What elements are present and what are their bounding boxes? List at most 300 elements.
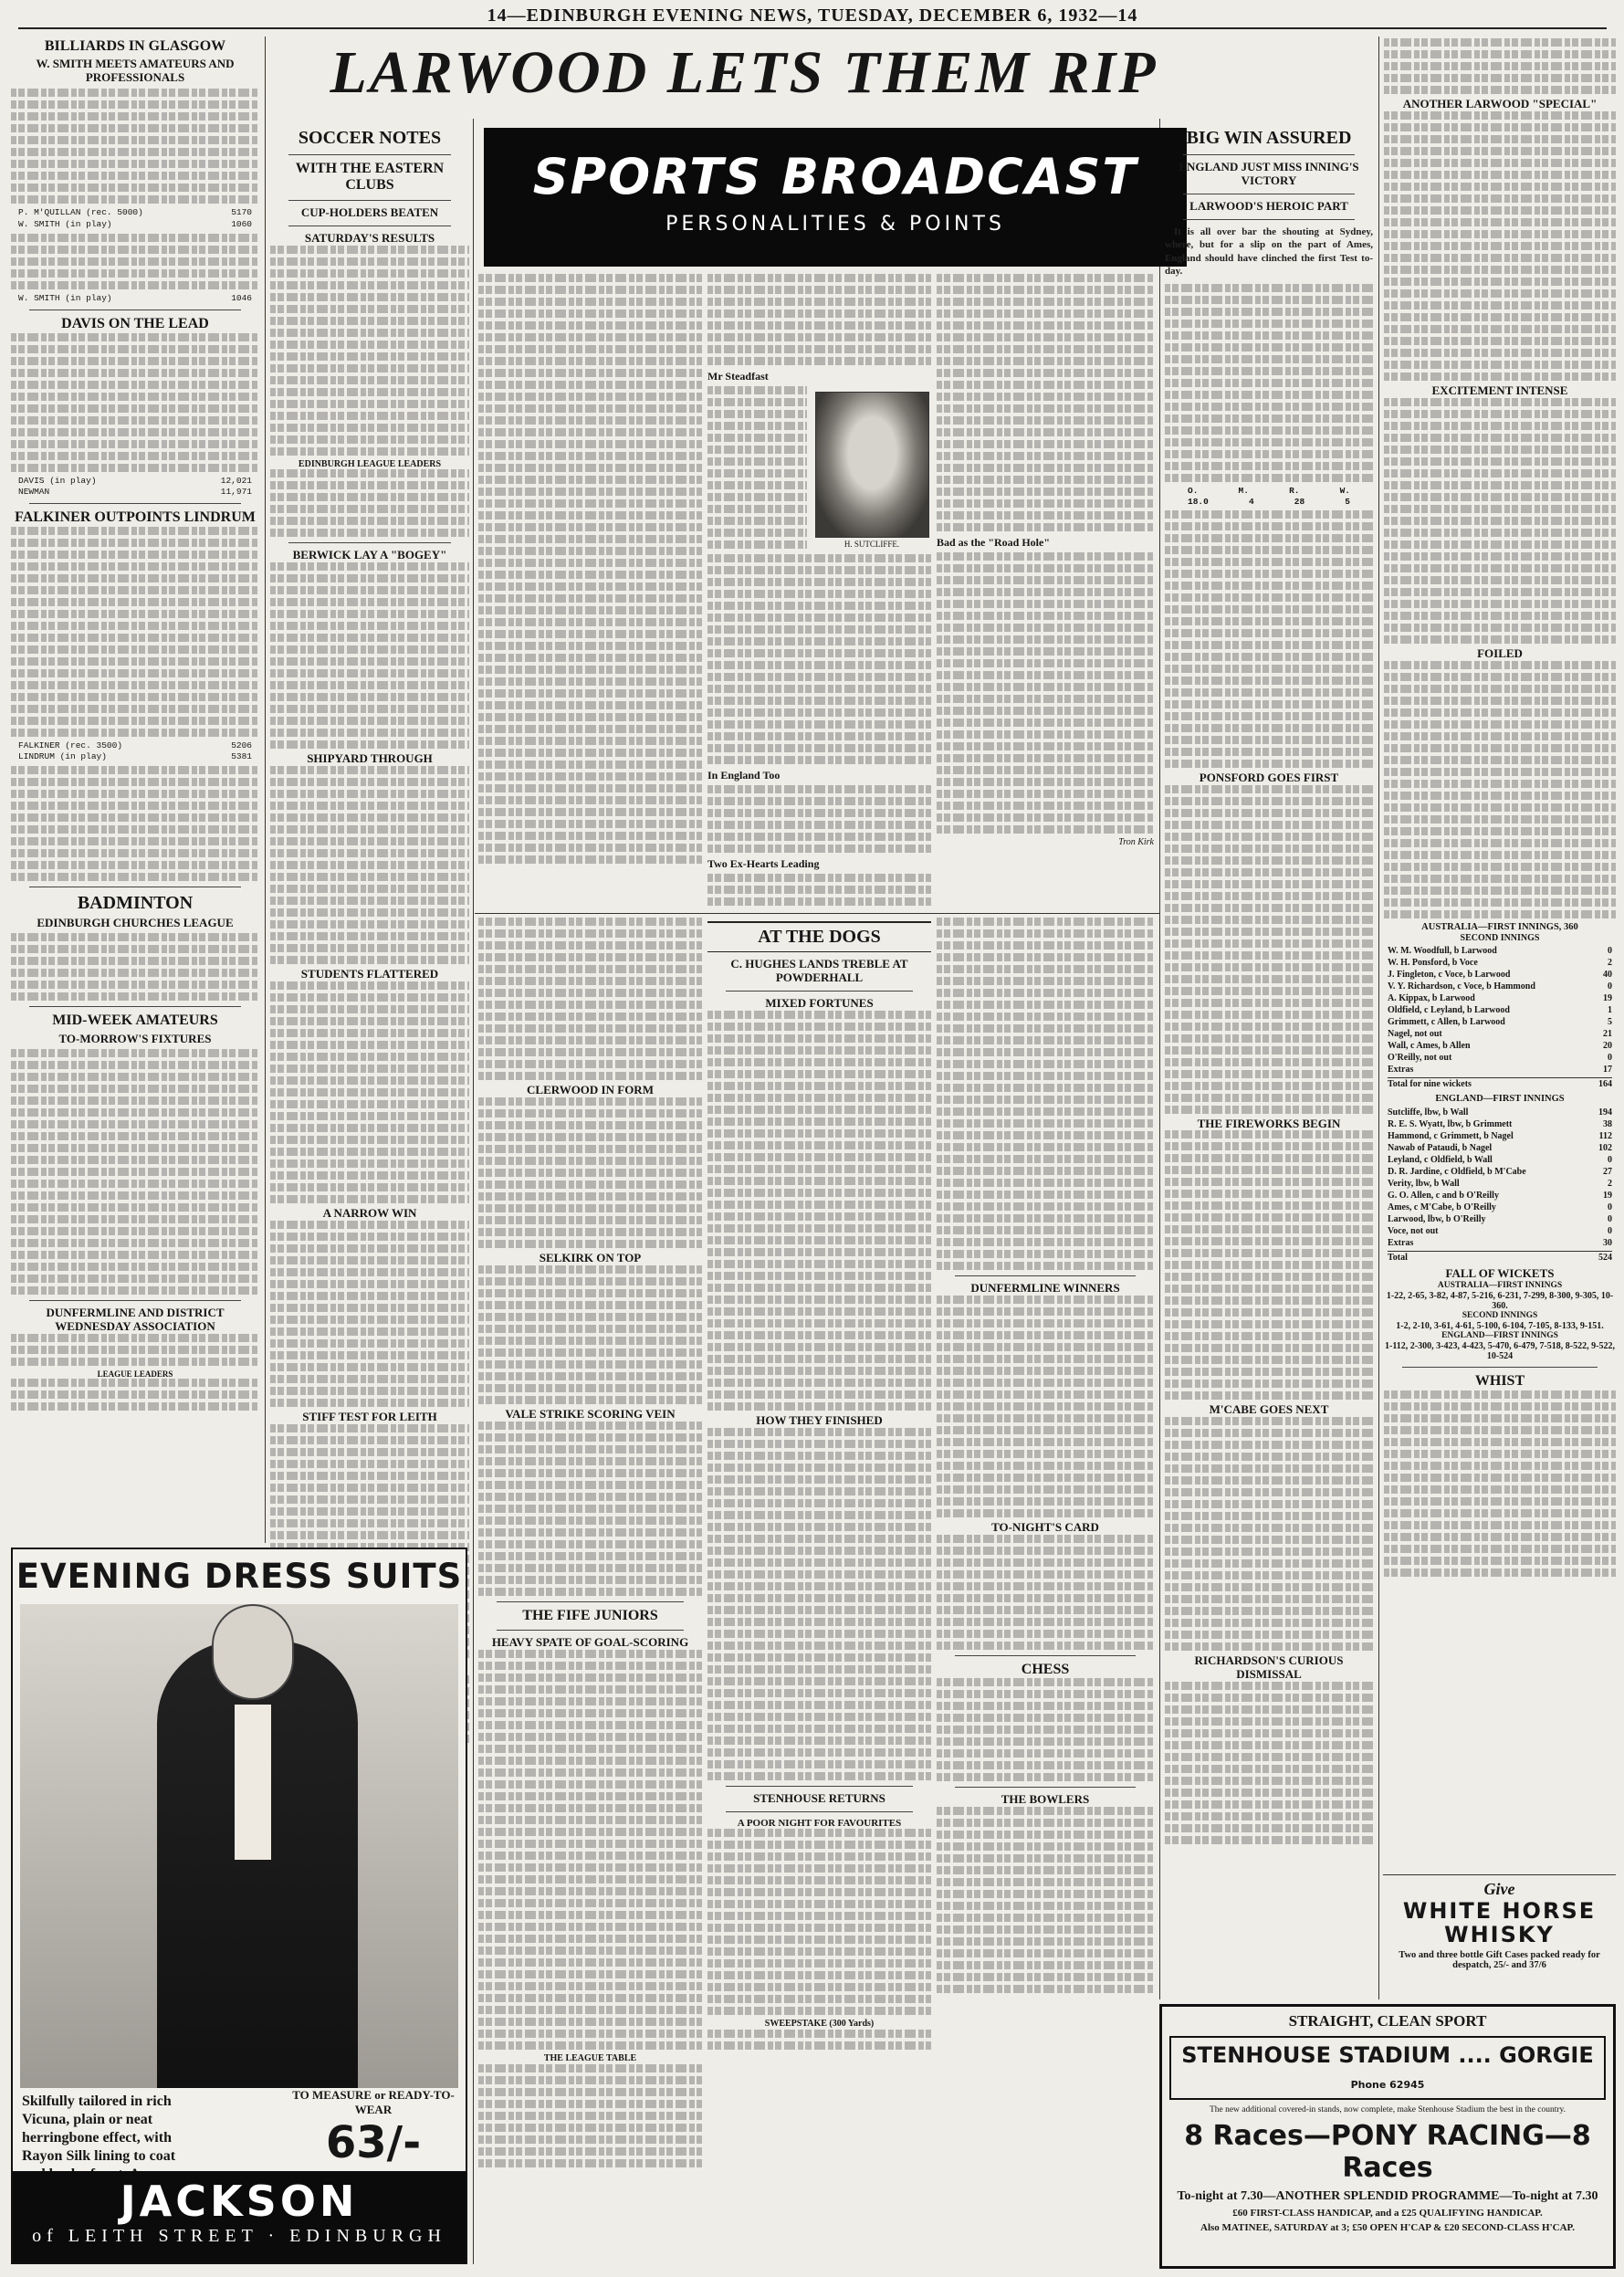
text-line — [11, 195, 259, 204]
text-line — [478, 1337, 702, 1345]
text-line — [478, 1588, 702, 1596]
text-line — [1165, 1717, 1373, 1726]
text-line — [270, 341, 469, 349]
text-line — [937, 1547, 1154, 1555]
text-line — [707, 1852, 931, 1861]
text-line — [937, 1084, 1154, 1092]
text-line — [11, 416, 259, 425]
text-line — [478, 941, 702, 950]
text-line — [707, 785, 931, 793]
text-line — [937, 564, 1154, 572]
text-line — [478, 1528, 702, 1537]
text-line — [478, 784, 702, 792]
text-line — [270, 944, 469, 952]
fow-second-title: SECOND INNINGS — [1462, 1311, 1538, 1321]
column-five-lower — [937, 918, 1154, 1995]
text-line — [478, 965, 702, 973]
text-line — [1384, 756, 1616, 764]
text-line — [270, 1112, 469, 1120]
text-line — [478, 977, 702, 985]
billiards-headline: BILLIARDS IN GLASGOW — [44, 38, 226, 54]
bowling-analysis — [1188, 486, 1350, 509]
divider — [288, 542, 451, 543]
text-line — [707, 1034, 931, 1043]
text-line — [1165, 1178, 1373, 1186]
text-line — [270, 740, 469, 749]
batting-line: Nawab of Pataudi, b Nagel 102 — [1388, 1143, 1612, 1154]
text-line — [707, 661, 931, 669]
text-line — [478, 286, 702, 294]
dogs-subhead: C. HUGHES LANDS TREBLE AT POWDERHALL — [730, 957, 908, 984]
text-line — [11, 1049, 259, 1057]
text-line — [270, 1159, 469, 1168]
text-line — [707, 1248, 931, 1256]
text-line — [478, 1733, 702, 1741]
text-line — [937, 1570, 1154, 1579]
larwood-special-headline: ANOTHER LARWOOD "SPECIAL" — [1402, 97, 1598, 110]
text-line — [937, 1414, 1154, 1422]
text-line — [1384, 887, 1616, 895]
text-line — [478, 1828, 702, 1836]
text-line — [1384, 422, 1616, 430]
text-line — [1165, 999, 1373, 1007]
text-line — [478, 1674, 702, 1682]
text-line — [937, 1961, 1154, 1969]
text-line — [11, 1251, 259, 1259]
batting-line: Voce, not out 0 — [1388, 1226, 1612, 1237]
text-line — [270, 932, 469, 940]
text-line — [1165, 1046, 1373, 1055]
text-line — [1384, 218, 1616, 226]
text-line — [937, 499, 1154, 508]
text-line — [1384, 863, 1616, 871]
text-line — [270, 1221, 469, 1229]
text-line — [707, 1284, 931, 1292]
text-line — [11, 333, 259, 341]
text-line — [270, 908, 469, 917]
text-line — [1384, 624, 1616, 632]
text-line — [1165, 403, 1373, 411]
batting-line: Nagel, not out 21 — [1388, 1029, 1612, 1040]
text-line — [1165, 438, 1373, 446]
text-line — [1384, 1450, 1616, 1458]
text-line — [937, 552, 1154, 561]
text-line — [1384, 1545, 1616, 1553]
text-line — [937, 1761, 1154, 1769]
text-line — [1165, 1488, 1373, 1496]
text-line — [11, 1073, 259, 1081]
text-line — [1165, 510, 1373, 519]
text-line — [937, 428, 1154, 436]
text-line — [1165, 1583, 1373, 1591]
text-line — [478, 547, 702, 555]
text-line — [937, 1179, 1154, 1187]
text-line — [478, 559, 702, 567]
text-line — [1165, 1058, 1373, 1066]
text-line — [1165, 617, 1373, 625]
text-line — [1384, 183, 1616, 191]
text-line — [937, 464, 1154, 472]
text-line — [707, 602, 931, 610]
text-line — [270, 1387, 469, 1395]
at-the-dogs-headline: AT THE DOGS — [758, 927, 881, 947]
text-line — [707, 1570, 931, 1579]
in-england-too-subhead: In England Too — [707, 769, 781, 782]
text-line — [1165, 1034, 1373, 1043]
text-line — [1384, 254, 1616, 262]
text-line — [937, 778, 1154, 786]
text-line — [937, 333, 1154, 341]
text-line — [11, 1180, 259, 1188]
text-line — [1384, 337, 1616, 345]
text-line — [11, 1263, 259, 1271]
text-line — [707, 1701, 931, 1709]
batting-line: Extras 17 — [1388, 1065, 1612, 1076]
text-line — [1165, 880, 1373, 888]
selkirk-headline: SELKIRK ON TOP — [539, 1250, 642, 1264]
batting-line: Leyland, c Oldfield, b Wall 0 — [1388, 1155, 1612, 1166]
whist-headline: WHIST — [1474, 1373, 1525, 1390]
text-line — [1165, 570, 1373, 578]
text-line — [478, 464, 702, 472]
text-line — [1384, 673, 1616, 681]
text-line — [1384, 875, 1616, 883]
text-line — [478, 1650, 702, 1658]
text-line — [707, 529, 807, 537]
text-line — [478, 1970, 702, 1978]
handicap-line: £60 FIRST-CLASS HANDICAP, and a £25 QUALIFYING HANDICAP. — [1232, 2208, 1543, 2219]
text-line — [1384, 1462, 1616, 1470]
text-line — [1384, 803, 1616, 812]
text-line — [937, 1226, 1154, 1234]
text-line — [937, 1558, 1154, 1567]
text-line — [270, 873, 469, 881]
column-three-upper — [478, 274, 702, 908]
batting-line: A. Kippax, b Larwood 19 — [1388, 993, 1612, 1004]
text-line — [707, 1331, 931, 1339]
text-line — [937, 624, 1154, 632]
text-line — [707, 1713, 931, 1721]
text-line — [1165, 1619, 1373, 1627]
text-line — [478, 1445, 702, 1453]
tonight-line: To-night at 7.30—ANOTHER SPLENDID PROGRAMME—To-night at 7.30 — [1177, 2189, 1598, 2203]
column-five-upper — [937, 274, 1154, 908]
text-line — [937, 813, 1154, 822]
text-line — [1165, 629, 1373, 637]
text-line — [1165, 868, 1373, 876]
text-line — [937, 600, 1154, 608]
big-win-headline: BIG WIN ASSURED — [1186, 128, 1352, 148]
text-line — [478, 428, 702, 436]
text-line — [11, 1203, 259, 1212]
text-line — [1165, 1453, 1373, 1461]
text-line — [478, 1036, 702, 1044]
text-line — [270, 766, 469, 774]
text-line — [478, 452, 702, 460]
text-line — [478, 1048, 702, 1056]
text-line — [1165, 1777, 1373, 1785]
column-rule — [1378, 37, 1379, 1999]
text-line — [937, 1191, 1154, 1199]
text-line — [707, 1260, 931, 1268]
text-line — [1384, 457, 1616, 466]
text-line — [11, 124, 259, 132]
text-line — [270, 1148, 469, 1156]
text-line — [707, 321, 931, 330]
text-line — [270, 1424, 469, 1432]
text-line — [1165, 1512, 1373, 1520]
text-line — [478, 298, 702, 306]
text-line — [1165, 414, 1373, 423]
text-line — [1384, 242, 1616, 250]
batting-line: G. O. Allen, c and b O'Reilly 19 — [1388, 1191, 1612, 1201]
midweek-subhead: TO-MORROW'S FIXTURES — [58, 1031, 212, 1045]
text-line — [270, 317, 469, 325]
text-line — [478, 1923, 702, 1931]
text-line — [1165, 856, 1373, 865]
text-line — [270, 778, 469, 786]
text-line — [707, 1224, 931, 1233]
text-line — [478, 535, 702, 543]
main-headline: LARWOOD LETS THEM RIP — [330, 39, 1158, 106]
text-line — [478, 1899, 702, 1907]
text-line — [11, 813, 259, 822]
text-line — [11, 393, 259, 401]
text-line — [478, 1804, 702, 1812]
text-line — [1165, 593, 1373, 602]
text-line — [478, 582, 702, 591]
text-line — [270, 1195, 469, 1203]
text-line — [707, 1343, 931, 1351]
text-line — [937, 274, 1154, 282]
text-line — [707, 1630, 931, 1638]
text-line — [937, 707, 1154, 715]
text-line — [478, 654, 702, 662]
aus-first-innings: AUSTRALIA—FIRST INNINGS, 360 — [1421, 921, 1578, 932]
text-line — [707, 1058, 931, 1066]
text-line — [937, 1890, 1154, 1898]
text-line — [1165, 1391, 1373, 1400]
divider — [288, 154, 451, 155]
dunfermline-winners-headline: DUNFERMLINE WINNERS — [970, 1281, 1120, 1295]
text-line — [1384, 540, 1616, 549]
text-line — [11, 1390, 259, 1399]
text-line — [478, 1852, 702, 1860]
text-line — [707, 1118, 931, 1126]
text-line — [1165, 391, 1373, 399]
text-line — [937, 1250, 1154, 1258]
leaders-headline: EDINBURGH LEAGUE LEADERS — [298, 458, 442, 469]
text-line — [937, 452, 1154, 460]
text-line — [707, 1011, 931, 1019]
text-line — [270, 1484, 469, 1492]
text-line — [707, 1737, 931, 1745]
text-line — [937, 1582, 1154, 1590]
text-line — [11, 790, 259, 798]
text-line — [707, 1677, 931, 1685]
text-line — [11, 598, 259, 606]
text-line — [11, 551, 259, 559]
text-line — [478, 1145, 702, 1153]
text-line — [270, 1076, 469, 1085]
text-line — [1165, 939, 1373, 948]
text-line — [707, 1129, 931, 1138]
text-line — [478, 1277, 702, 1285]
text-line — [478, 796, 702, 804]
text-line — [1384, 410, 1616, 418]
text-line — [707, 1594, 931, 1602]
text-line — [270, 1268, 469, 1276]
text-line — [1384, 230, 1616, 238]
text-line — [11, 849, 259, 857]
jackson-dress-suit-advert — [11, 1548, 467, 2264]
text-line — [478, 321, 702, 330]
narrow-win-headline: A NARROW WIN — [322, 1205, 417, 1220]
text-line — [1165, 665, 1373, 673]
text-line — [478, 855, 702, 864]
text-line — [1384, 1414, 1616, 1422]
text-line — [1165, 821, 1373, 829]
text-line — [478, 2041, 702, 2050]
batting-line: Grimmett, c Allen, b Larwood 5 — [1388, 1017, 1612, 1028]
text-line — [707, 1272, 931, 1280]
text-line — [707, 732, 931, 740]
text-line — [1165, 1154, 1373, 1162]
text-line — [270, 505, 469, 513]
text-line — [937, 1438, 1154, 1446]
to-measure: TO MEASURE or READY-TO-WEAR — [292, 2088, 455, 2116]
text-line — [1165, 677, 1373, 685]
text-line — [1384, 493, 1616, 501]
text-line — [937, 416, 1154, 425]
league-table-headline: THE LEAGUE TABLE — [543, 2053, 637, 2064]
text-line — [707, 1464, 931, 1472]
text-line — [478, 2135, 702, 2144]
text-line — [1165, 724, 1373, 732]
text-line — [478, 1721, 702, 1729]
text-line — [1165, 712, 1373, 720]
text-line — [270, 813, 469, 822]
text-line — [478, 1745, 702, 1753]
text-line — [11, 369, 259, 377]
text-line — [937, 766, 1154, 774]
text-line — [478, 737, 702, 745]
text-line — [478, 440, 702, 448]
davis-headline: DAVIS ON THE LEAD — [61, 316, 209, 332]
billiards-scores — [18, 207, 252, 230]
text-line — [707, 1141, 931, 1149]
text-line — [1165, 1559, 1373, 1568]
matinee-line: Also MATINEE, SATURDAY at 3; £50 OPEN H'CAP & £20 SECOND-CLASS H'CAP. — [1200, 2222, 1575, 2233]
text-line — [937, 1296, 1154, 1304]
text-line — [937, 695, 1154, 703]
text-line — [478, 2159, 702, 2167]
text-line — [270, 1531, 469, 1539]
batting-line: D. R. Jardine, c Oldfield, b M'Cabe 27 — [1388, 1167, 1612, 1178]
text-line — [1165, 653, 1373, 661]
text-line — [270, 825, 469, 834]
text-line — [478, 333, 702, 341]
text-line — [11, 634, 259, 642]
text-line — [707, 1642, 931, 1650]
text-line — [1384, 1569, 1616, 1577]
banner-title: SPORTS BROADCAST — [532, 148, 1138, 205]
text-line — [707, 625, 931, 634]
text-line — [270, 1124, 469, 1132]
text-line — [478, 1768, 702, 1777]
text-line — [478, 1685, 702, 1694]
text-line — [11, 766, 259, 774]
text-line — [478, 1433, 702, 1442]
text-line — [270, 1244, 469, 1253]
stiff-test-headline: STIFF TEST FOR LEITH — [302, 1409, 437, 1423]
text-line — [270, 246, 469, 254]
text-line — [707, 481, 807, 489]
text-line — [270, 885, 469, 893]
text-line — [11, 257, 259, 266]
text-line — [270, 435, 469, 444]
text-line — [270, 469, 469, 477]
text-line — [478, 476, 702, 484]
text-line — [478, 1109, 702, 1118]
text-line — [1384, 147, 1616, 155]
text-line — [937, 1497, 1154, 1506]
text-line — [1384, 361, 1616, 369]
text-line — [11, 945, 259, 953]
text-line — [1384, 86, 1616, 94]
analysis-values: 18.0 4 28 5 — [1188, 497, 1350, 508]
text-line — [1165, 1225, 1373, 1233]
text-line — [1165, 582, 1373, 590]
text-line — [478, 1911, 702, 1919]
text-line — [707, 1355, 931, 1363]
text-line — [1165, 1011, 1373, 1019]
text-line — [478, 689, 702, 698]
text-line — [1165, 1571, 1373, 1579]
text-line — [937, 1925, 1154, 1934]
text-line — [937, 1131, 1154, 1139]
text-line — [270, 693, 469, 701]
text-line — [478, 2124, 702, 2132]
text-line — [1384, 1390, 1616, 1399]
text-line — [707, 1772, 931, 1780]
text-line — [937, 393, 1154, 401]
text-line — [937, 1831, 1154, 1839]
text-line — [478, 1757, 702, 1765]
text-line — [707, 2030, 931, 2038]
text-line — [1165, 462, 1373, 470]
soccer-notes-headline: SOCCER NOTES — [298, 128, 442, 148]
text-line — [1165, 1237, 1373, 1245]
text-line — [270, 849, 469, 857]
text-line — [270, 281, 469, 289]
text-line — [478, 1576, 702, 1584]
text-line — [937, 719, 1154, 727]
text-line — [478, 953, 702, 961]
text-line — [270, 837, 469, 845]
text-line — [478, 820, 702, 828]
text-line — [937, 1013, 1154, 1021]
text-line — [478, 2030, 702, 2038]
vale-headline: VALE STRIKE SCORING VEIN — [505, 1406, 676, 1421]
text-line — [937, 1355, 1154, 1363]
text-line — [1384, 839, 1616, 847]
text-line — [478, 499, 702, 508]
text-line — [11, 148, 259, 156]
text-line — [478, 393, 702, 401]
results-headline: SATURDAY'S RESULTS — [304, 230, 435, 245]
text-line — [1165, 1729, 1373, 1737]
